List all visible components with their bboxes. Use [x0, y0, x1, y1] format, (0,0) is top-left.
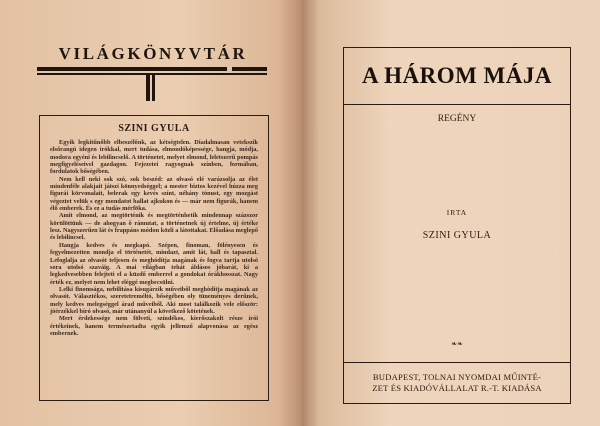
publisher-line: ZET ÉS KIADÓVÁLLALAT R.-T. KIADÁSA: [372, 383, 542, 393]
author-bio-box: [39, 115, 269, 401]
bio-paragraph: Amit elmond, az megtörténik és megtörténhetik mindennap százszor körülöttünk — de ahogyan ő rámutat, a történetnek új értelme, új értéke lesz. Nagyszerűen lát és frappáns módon közli a látottakat. Előadása meglepő és lebilincsel.: [50, 212, 258, 242]
book-title: A HÁROM MÁJA: [362, 63, 552, 88]
publisher-line: BUDAPEST, TOLNAI NYOMDAI MŰINTÉ-: [372, 372, 542, 382]
title-band: [344, 48, 570, 105]
publisher-imprint: [352, 372, 562, 394]
bio-paragraph: Mert érdekessége nem fölveti, színdékos, kierőszakolt része írói értékeinek, hanem természetadta egyik jellemző alapvonása az egész embernek.: [50, 315, 258, 337]
series-name-logo: VILÁGKÖNYVTÁR: [58, 44, 248, 63]
logo-rule: [37, 67, 227, 71]
publisher-band: [344, 362, 570, 403]
title-page-frame: [343, 47, 571, 404]
genre-label: REGÉNY: [437, 114, 477, 124]
bio-paragraph: Lelki finomsága, nebilitása kisugárzik műveiből meghódítja magának az olvasót. Választékos, szeretetreméltó, bőségében oly tüneményes derűnek, mely kedves melegséggel árad műveiből. Aki most találkozik vele először: jóérzékkel bíró olvasó, már utánanyúl a következő kötetének.: [50, 285, 258, 315]
bio-paragraph: Nem kell neki sok szó, sok beszéd: az olvasó elé varázsolja az élet mindenféle alakjait játszi könnyedséggel; a mester biztos kezével húzza meg figurái körvonalait, belerak egy kevés színt, néhány tónust, egy mozgást végeztet velük s egy mondatot hallat ajkukon és — már nem figurák, hanem élő emberek. És ez a tudás mérföka.: [50, 175, 258, 213]
logo-stem: [152, 75, 155, 101]
printer-ornament-icon: ❧❧: [451, 340, 463, 348]
byline-label: IRTA: [446, 208, 468, 217]
logo-rule: [232, 67, 267, 71]
bio-paragraph: Egyik legkitűnőbb elbeszélőnk, az kétségtelen. Diadalmasan vetekszik elsőrangú idegen írókkal, mert tudása, elmondóképessége, hangja, módja, modora egyéni és lebilincselő. A történetet, melyet elmond, leletszerű pompás megfigyeléseivel gazdagon. Fejezetei ragyognak színben, formában, fordulatok bőségében.: [50, 139, 258, 176]
bio-heading: SZINI GYULA: [118, 123, 190, 134]
author-name: SZINI GYULA: [422, 230, 492, 241]
logo-stem: [146, 75, 150, 101]
bio-paragraph: Hangja kedves és megkapó. Szépen, finoman, fölényesen és fegyelmezetten mondja el történetét, mindazt, amit lát, hall és tapasztal. Lefoglalja az olvasót teljesen és meghódítja magának és fogva tartja utolsó sora utolsó szaváig. A mai világban tehát áldásos jóbarát, ki a legkedvesebben felejteti el a küzdő emberrel a gondokat órákhosszat. Nagy érték ez, melyet nem lehet eléggé megbecsülni.: [50, 241, 258, 286]
